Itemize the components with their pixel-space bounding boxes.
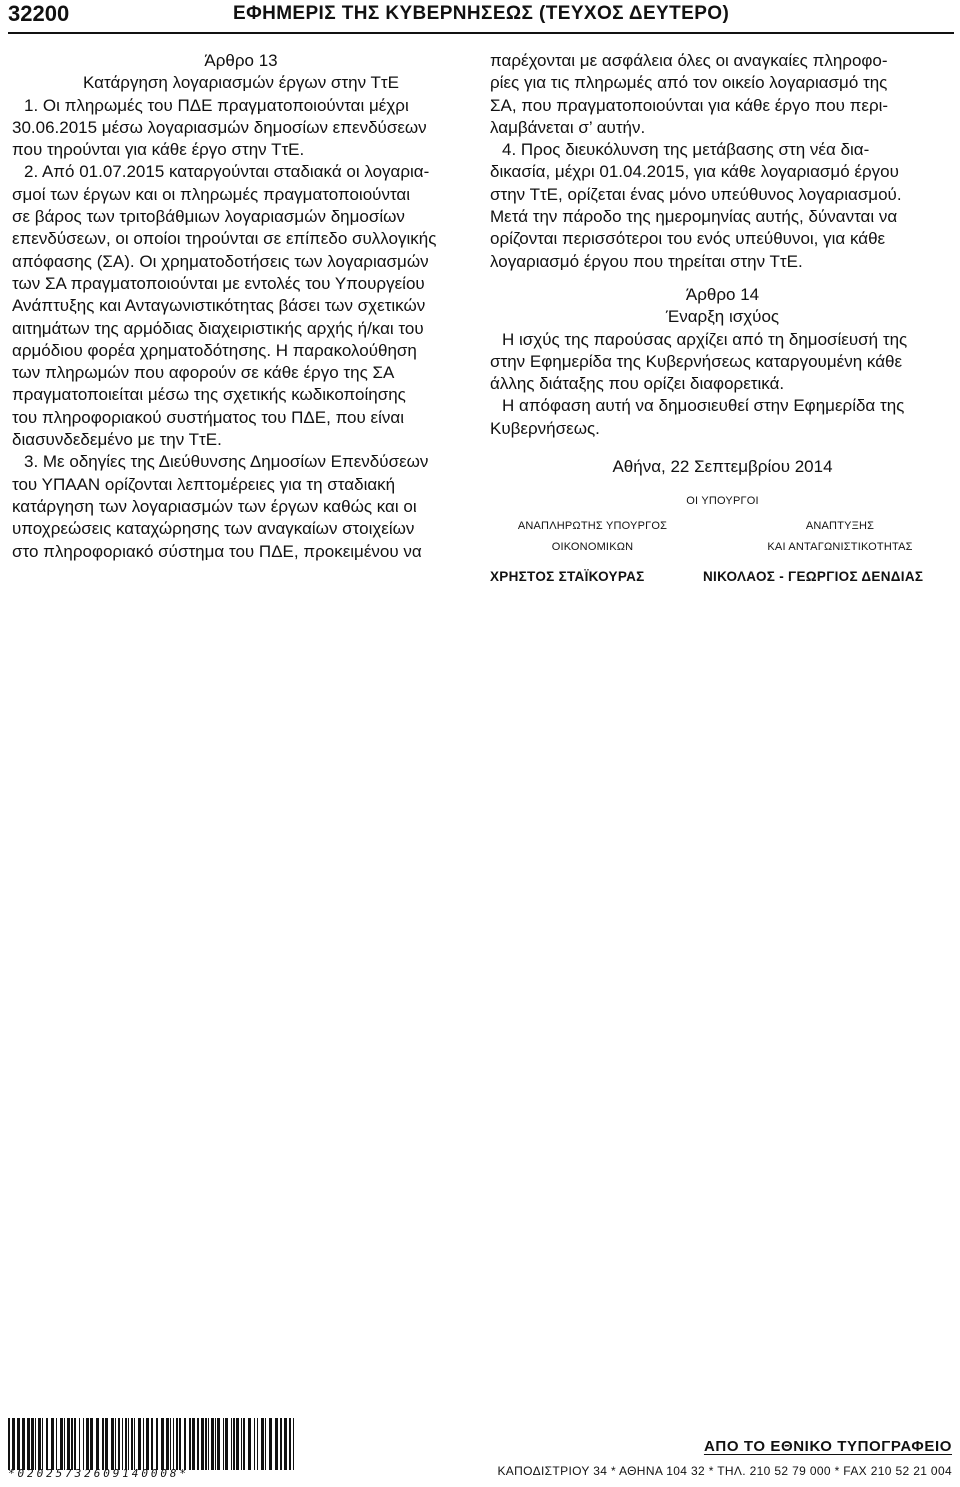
signature-block — [490, 486, 955, 596]
barcode-bar — [46, 1418, 48, 1470]
barcode-bar — [201, 1418, 204, 1470]
signatories-header: ΟΙ ΥΠΟΥΡΓΟΙ — [686, 495, 759, 508]
barcode-bar — [8, 1418, 10, 1470]
barcode-bar — [211, 1418, 214, 1470]
barcode-bar — [265, 1418, 266, 1470]
barcode-bar — [38, 1418, 41, 1470]
signatory-left-name: ΧΡΗΣΤΟΣ ΣΤΑΪΚΟΥΡΑΣ — [490, 569, 645, 585]
barcode-bar — [31, 1418, 34, 1470]
article-13-paragraph-3-continued: παρέχονται με ασφάλεια όλες οι αναγκαίες πληροφο- ρίες για τις πληρωμές από τον οικείο λογαριασμό της ΣΑ, που πραγματοποιούνται για κάθε έργο που περι- λαμβάνεται σ’ αυτήν. — [490, 51, 889, 137]
barcode-bar — [241, 1418, 242, 1470]
printer-address: ΚΑΠΟΔΙΣΤΡΙΟΥ 34 * ΑΘΗΝΑ 104 32 * ΤΗΛ. 210 52 79 000 * FAX 210 52 21 004 — [497, 1464, 952, 1478]
barcode-bar — [102, 1418, 104, 1470]
barcode-bar — [86, 1418, 89, 1470]
barcode-bar — [74, 1418, 76, 1470]
barcode-bar — [122, 1418, 123, 1470]
barcode-bar — [60, 1418, 63, 1470]
article-13-paragraph-4: 4. Προς διευκόλυνση της μετάβασης στη νέα δια- δικασία, μέχρι 01.04.2015, για κάθε λογαριασμό έργου στην ΤτΕ, ορίζεται ένας μόνο υπεύθυνος λογαριασμού. Μετά την πάροδο της ημερομηνίας αυτής, δύνανται να ορίζονται περισσότεροι του ενός υπεύθυνοι, για κάθε λογαριασμό έργου που τηρείται στην ΤτΕ. — [490, 140, 902, 271]
barcode-bar — [27, 1418, 30, 1470]
signatory-right-name: ΝΙΚΟΛΑΟΣ - ΓΕΩΡΓΙΟΣ ΔΕΝΔΙΑΣ — [703, 569, 924, 585]
barcode-bar — [115, 1418, 116, 1470]
barcode-bar — [125, 1418, 127, 1470]
barcode-bar — [208, 1418, 209, 1470]
barcode-bar — [146, 1418, 149, 1470]
publication-order: Η απόφαση αυτή να δημοσιευθεί στην Εφημερίδα της Κυβερνήσεως. — [490, 396, 905, 438]
article-14-title: Άρθρο 14 — [685, 284, 760, 304]
barcode-bar — [243, 1418, 245, 1470]
barcode-bar — [248, 1418, 251, 1470]
barcode-bar — [205, 1418, 207, 1470]
barcode-bar — [90, 1418, 93, 1470]
barcode-bar — [71, 1418, 73, 1470]
barcode-bar — [83, 1418, 84, 1470]
barcode-bar — [223, 1418, 224, 1470]
barcode-bar — [192, 1418, 195, 1470]
gazette-title: ΕΦΗΜΕΡΙΣ ΤΗΣ ΚΥΒΕΡΝΗΣΕΩΣ (ΤΕΥΧΟΣ ΔΕΥΤΕΡΟ) — [233, 3, 730, 24]
barcode-bar — [12, 1418, 15, 1470]
barcode-bar — [138, 1418, 141, 1470]
barcode-bar — [111, 1418, 114, 1470]
barcode-bar — [293, 1418, 294, 1470]
barcode-bar — [64, 1418, 65, 1470]
article-13-paragraph-2: 2. Από 01.07.2015 καταργούνται σταδιακά οι λογαρια- σμοί των έργων και οι πληρωμές πραγματοποιούνται σε βάρος των τριτοβάθμιων λογαριασμών δημοσίων επενδύσεων, οι οποίοι τηρούνται σε επίπεδο συλλογικής απόφασης (ΣΑ). Οι χρηματοδοτήσεις των λογαριασμών των ΣΑ πραγματοποιούνται με εντολές του Υπουργείου Ανάπτυξης και Ανταγωνιστικότητας βάσει των σχετικών αιτημάτων της αρμόδιας διαχειριστικής αρχής ή/και του αρμόδιου φορέα χρηματοδότησης. Η παρακολούθηση των πληρωμών που αφορούν σε κάθε έργο της ΣΑ πραγματοποιείται μέσω της σχετικής κωδικοποίησης του πληροφοριακού συστήματος του ΠΔΕ, που είναι διασυνδεδεμένο με την ΤτΕ. — [12, 162, 437, 450]
header-divider — [8, 32, 954, 34]
article-13-title: Άρθρο 13 — [204, 51, 278, 70]
barcode-bar — [22, 1418, 25, 1470]
place-and-date: Αθήνα, 22 Σεπτεμβρίου 2014 — [612, 457, 833, 477]
left-column — [12, 50, 470, 563]
barcode-bar — [17, 1418, 20, 1470]
barcode-bar — [56, 1418, 57, 1470]
barcode-bar — [131, 1418, 133, 1470]
barcode-bar — [166, 1418, 169, 1470]
barcode-bar — [280, 1418, 282, 1470]
printer-title: ΑΠΟ ΤΟ ΕΘΝΙΚΟ ΤΥΠΟΓΡΑΦΕΙΟ — [703, 1438, 952, 1455]
barcode-bar — [156, 1418, 158, 1470]
barcode-bar — [128, 1418, 129, 1470]
right-column — [490, 50, 955, 596]
barcode-bar — [151, 1418, 153, 1470]
spacer — [490, 440, 955, 456]
barcode-bar — [275, 1418, 278, 1470]
barcode-bar — [284, 1418, 287, 1470]
barcode-graphic — [8, 1413, 298, 1475]
barcode-bar — [67, 1418, 70, 1470]
barcode-bar — [134, 1418, 135, 1470]
barcode-bar — [179, 1418, 181, 1470]
barcode-bar — [261, 1418, 264, 1470]
signatory-right-role: ΑΝΑΠΤΥΞΗΣ ΚΑΙ ΑΝΤΑΓΩΝΙΣΤΙΚΟΤΗΤΑΣ — [767, 520, 913, 554]
article-13-paragraph-1: 1. Οι πληρωμές του ΠΔΕ πραγματοποιούνται μέχρι 30.06.2015 μέσω λογαριασμών δημοσίων επενδύσεων που τηρούνται για κάθε έργο στην ΤτΕ. — [12, 95, 427, 160]
article-14-subtitle: Έναρξη ισχύος — [665, 307, 780, 327]
barcode-bar — [105, 1418, 108, 1470]
barcode-bar — [233, 1418, 235, 1470]
barcode-bar — [289, 1418, 291, 1470]
barcode-bar — [269, 1418, 272, 1470]
barcode-bar — [35, 1418, 36, 1470]
barcode-bar — [170, 1418, 171, 1470]
barcode-bar — [143, 1418, 144, 1470]
barcode-bar — [173, 1418, 174, 1470]
article-13-paragraph-3: 3. Με οδηγίες της Διεύθυνσης Δημοσίων Επενδύσεων του ΥΠΑΑΝ ορίζονται λεπτομέρειες για τη σταδιακή κατάργηση των λογαριασμών των έργων καθώς και οι υποχρεώσεις καταχώρησης των αναγκαίων στοιχείων στο πληροφοριακό σύστημα του ΠΔΕ, προκειμένου να — [12, 452, 429, 561]
barcode-bar — [236, 1418, 239, 1470]
barcode-bar — [231, 1418, 232, 1470]
barcode-bar — [184, 1418, 186, 1470]
barcode-bar — [225, 1418, 228, 1470]
barcode-digits: *02025732609140008* — [8, 1467, 189, 1480]
barcode-bar — [215, 1418, 216, 1470]
barcode-bar — [51, 1418, 54, 1470]
barcode-bar — [189, 1418, 191, 1470]
spacer — [490, 273, 955, 284]
barcode-bar — [42, 1418, 43, 1470]
barcode-bar — [96, 1418, 99, 1470]
barcode-bar — [118, 1418, 120, 1470]
article-14-paragraph-1: Η ισχύς της παρούσας αρχίζει από τη δημοσίευσή της στην Εφημερίδα της Κυβερνήσεως καταργουμένη κάθε άλλης διάταξης που ορίζει διαφορετικά. — [490, 329, 908, 394]
article-13-subtitle: Κατάργηση λογαριασμών έργων στην ΤτΕ — [83, 73, 399, 93]
barcode-bar — [197, 1418, 199, 1470]
barcode-bar — [176, 1418, 178, 1470]
page-header — [0, 0, 960, 30]
page-number: 32200 — [8, 1, 70, 26]
barcode-bar — [217, 1418, 220, 1470]
signatory-left-role: ΑΝΑΠΛΗΡΩΤΗΣ ΥΠΟΥΡΓΟΣ ΟΙΚΟΝΟΜΙΚΩΝ — [517, 520, 668, 554]
barcode-bar — [257, 1418, 258, 1470]
barcode-bar — [254, 1418, 255, 1470]
barcode-bar — [79, 1418, 80, 1470]
barcode-bar — [161, 1418, 164, 1470]
